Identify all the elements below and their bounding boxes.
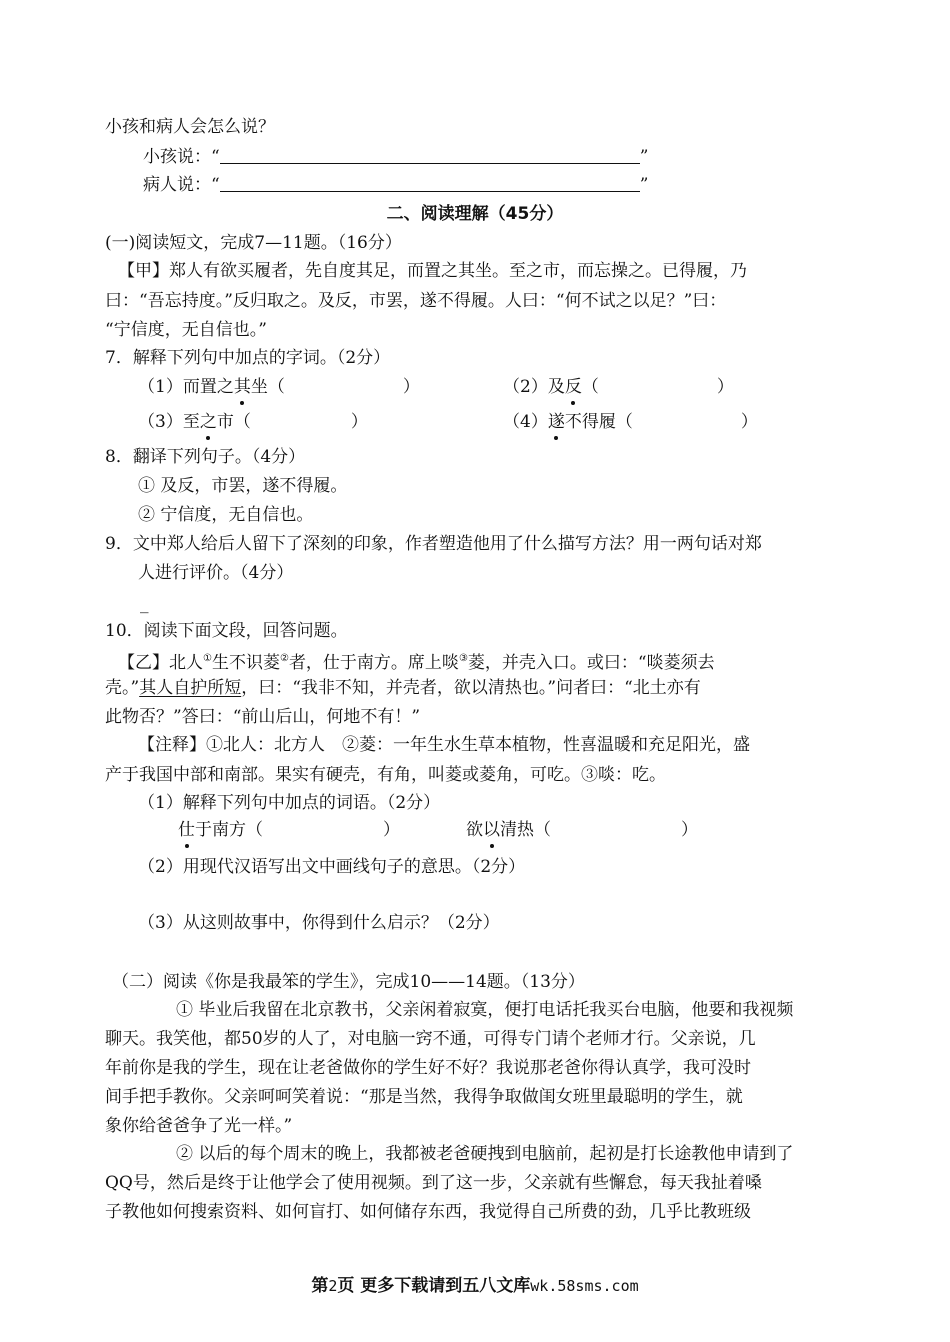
passage-text: 菱，并壳入口。或曰：“啖菱须去	[467, 653, 715, 673]
story-line: 子教他如何搜索资料、如何盲打、如何储存东西，我觉得自己所费的劲，几乎比教班级	[105, 1202, 751, 1222]
answer-space[interactable]	[633, 413, 741, 429]
passage-yi-line	[105, 677, 701, 699]
item-text: 清热（	[500, 820, 551, 840]
passage-yi-line: 此物否？”答曰：“前山后山，何地不有！”	[105, 707, 421, 727]
page-number: 2	[328, 1277, 338, 1295]
story-line: QQ号，然后是终于让他学会了使用视频。到了这一步，父亲就有些懈怠，每天我扯着嗓	[105, 1173, 762, 1193]
story-line: 象你给爸爸争了光一样。”	[105, 1116, 293, 1136]
passage-yi-line	[118, 648, 715, 674]
item-text: 欲	[466, 820, 483, 840]
item-text: ）	[681, 820, 698, 840]
item-text: （	[581, 377, 599, 397]
patient-answer-blank[interactable]	[220, 175, 640, 192]
answer-space[interactable]	[551, 821, 681, 837]
section-heading: 二、阅读理解（45分）	[386, 204, 564, 224]
item-text: ）	[383, 820, 400, 840]
passage-text: ，曰：“我非不知，并壳者，欲以清热也。”问者曰：“北土亦有	[241, 678, 701, 698]
passage-jia-line: “宁信度，无自信也。”	[105, 320, 267, 340]
footnote-ref: ③	[458, 653, 468, 664]
child-answer-line	[143, 146, 648, 168]
answer-mark: _	[140, 594, 149, 614]
passage-text: 生不识菱	[211, 653, 280, 673]
footer-text: 页 更多下载请到五八文库	[337, 1276, 531, 1296]
part2-intro: （二）阅读《你是我最笨的学生》，完成10——14题。（13分）	[112, 972, 585, 992]
q8-sentence-2: ② 宁信度，无自信也。	[138, 505, 314, 525]
item-text: 不得履（	[564, 412, 633, 432]
footnote-ref: ②	[279, 653, 289, 664]
dotted-char: 反	[564, 377, 582, 397]
story-line: 间手把手教你。父亲呵呵笑着说：“那是当然，我得争取做闺女班里最聪明的学生，就	[105, 1087, 743, 1107]
answer-space[interactable]	[251, 413, 351, 429]
part1-intro: (一)阅读短文，完成7—11题。（16分）	[105, 233, 402, 253]
answer-space[interactable]	[599, 378, 717, 394]
story-line: ② 以后的每个周末的晚上，我都被老爸硬拽到电脑前，起初是打长途教他申请到了	[176, 1144, 794, 1164]
item-text: ）	[740, 412, 758, 432]
q10-title: 10．阅读下面文段，回答问题。	[105, 621, 348, 641]
item-text: 市（	[216, 412, 251, 432]
q10-word-2	[466, 819, 698, 841]
item-text: ）	[716, 377, 734, 397]
patient-answer-line	[143, 174, 648, 196]
q10-word-1	[178, 819, 400, 841]
page-footer	[0, 1275, 950, 1297]
annotation-line: 产于我国中部和南部。果实有硬壳，有角，叫菱或菱角，可吃。③啖：吃。	[105, 765, 666, 785]
q7-item-3	[138, 411, 368, 433]
item-text: ）	[402, 377, 420, 397]
underlined-sentence: 其人自护所短	[139, 678, 242, 698]
passage-jia-line: 曰：“吾忘持度。”反归取之。及反，市罢，遂不得履。人曰：“何不试之以足？”曰：	[105, 291, 727, 311]
answer-space[interactable]	[285, 378, 403, 394]
dotted-char: 之	[199, 412, 217, 432]
footnote-ref: ①	[203, 653, 212, 664]
footer-link[interactable]: wk.58sms.com	[530, 1277, 639, 1295]
passage-text: 者，仕于南方。席上啖	[288, 653, 459, 673]
item-text: 于南方（	[195, 820, 263, 840]
item-text: （3）至	[138, 412, 200, 432]
dotted-char: 仕	[178, 820, 195, 840]
quote-close: ”	[639, 147, 649, 167]
q7-title: 7．解释下列句中加点的字词。（2分）	[105, 348, 391, 368]
q10-sub1: （1）解释下列句中加点的词语。（2分）	[138, 793, 441, 813]
dotted-char: 遂	[547, 412, 565, 432]
story-line: ① 毕业后我留在北京教书，父亲闲着寂寞，便打电话托我买台电脑，他要和我视频	[176, 1000, 794, 1020]
item-text: 坐（	[250, 377, 285, 397]
q7-item-1	[138, 376, 420, 398]
patient-label: 病人说：“	[143, 175, 220, 195]
dotted-char: 以	[483, 820, 500, 840]
q9-line: 人进行评价。（4分）	[138, 563, 294, 583]
q8-sentence-1: ① 及反，市罢，遂不得履。	[138, 476, 348, 496]
passage-text: 壳。”	[105, 678, 140, 698]
q10-sub3: （3）从这则故事中，你得到什么启示？（2分）	[138, 913, 500, 933]
story-line: 聊天。我笑他，都50岁的人了，对电脑一窍不通，可得专门请个老师才行。父亲说，几	[105, 1029, 756, 1049]
q10-sub2: （2）用现代汉语写出文中画线句子的意思。（2分）	[138, 857, 526, 877]
footer-text: 第	[311, 1276, 329, 1296]
q7-item-2	[503, 376, 734, 398]
question-intro: 小孩和病人会怎么说？	[105, 117, 275, 137]
answer-space[interactable]	[263, 821, 383, 837]
q8-title: 8．翻译下列句子。（4分）	[105, 447, 306, 467]
quote-close: ”	[639, 175, 649, 195]
child-answer-blank[interactable]	[220, 147, 640, 164]
q7-item-4	[503, 411, 758, 433]
dotted-char: 其	[233, 377, 251, 397]
passage-text: 【乙】北人	[118, 653, 203, 673]
story-line: 年前你是我的学生，现在让老爸做你的学生好不好？我说那老爸你得认真学，我可没时	[105, 1058, 751, 1078]
item-text: （4）	[503, 412, 548, 432]
item-text: ）	[350, 412, 368, 432]
annotation-line: 【注释】①北人：北方人 ②菱：一年生水生草本植物，性喜温暖和充足阳光，盛	[138, 735, 750, 755]
passage-jia-line: 【甲】郑人有欲买履者，先自度其足，而置之其坐。至之市，而忘操之。已得履，乃	[118, 261, 747, 281]
q9-line: 9．文中郑人给后人留下了深刻的印象，作者塑造他用了什么描写方法？用一两句话对郑	[105, 534, 762, 554]
child-label: 小孩说：“	[143, 147, 220, 167]
item-text: （2）及	[503, 377, 565, 397]
item-text: （1）而置之	[138, 377, 234, 397]
